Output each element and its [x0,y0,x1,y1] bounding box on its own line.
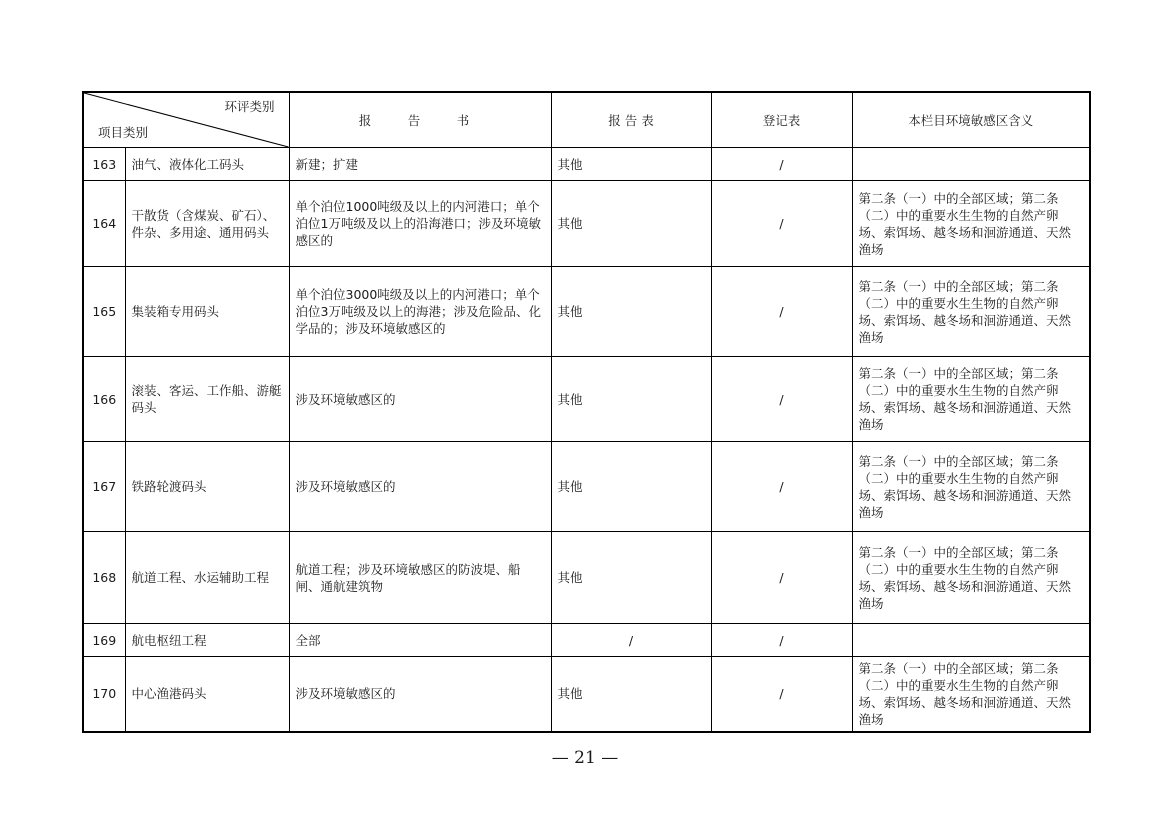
table-row [83,181,1090,267]
register-criteria: / [711,267,852,357]
table-header-row [83,92,1090,148]
sensitive-area-meaning [852,148,1090,181]
row-number: 170 [83,657,125,732]
project-category: 油气、液体化工码头 [125,148,289,181]
report-book-criteria: 新建；扩建 [289,148,551,181]
row-number: 163 [83,148,125,181]
project-category: 集装箱专用码头 [125,267,289,357]
register-criteria: / [711,148,852,181]
report-form-criteria: 其他 [551,657,711,732]
diag-top-label: 环评类别 [224,99,275,114]
table-row [83,442,1090,532]
report-form-criteria: / [551,624,711,657]
report-book-criteria: 航道工程；涉及环境敏感区的防波堤、船闸、通航建筑物 [289,532,551,624]
project-category: 铁路轮渡码头 [125,442,289,532]
sensitive-area-meaning: 第二条（一）中的全部区域；第二条（二）中的重要水生生物的自然产卵场、索饵场、越冬场和洄游通道、天然渔场 [852,357,1090,442]
header-report-book: 报 告 书 [289,92,551,148]
row-number: 167 [83,442,125,532]
table-row [83,532,1090,624]
sensitive-area-meaning: 第二条（一）中的全部区域；第二条（二）中的重要水生生物的自然产卵场、索饵场、越冬场和洄游通道、天然渔场 [852,267,1090,357]
report-book-criteria: 全部 [289,624,551,657]
report-book-criteria: 涉及环境敏感区的 [289,357,551,442]
sensitive-area-meaning: 第二条（一）中的全部区域；第二条（二）中的重要水生生物的自然产卵场、索饵场、越冬场和洄游通道、天然渔场 [852,442,1090,532]
register-criteria: / [711,532,852,624]
header-report-form: 报 告 表 [551,92,711,148]
row-number: 166 [83,357,125,442]
project-category: 干散货（含煤炭、矿石）、件杂、多用途、通用码头 [125,181,289,267]
header-register: 登记表 [711,92,852,148]
sensitive-area-meaning: 第二条（一）中的全部区域；第二条（二）中的重要水生生物的自然产卵场、索饵场、越冬场和洄游通道、天然渔场 [852,181,1090,267]
register-criteria: / [711,357,852,442]
register-criteria: / [711,181,852,267]
row-number: 169 [83,624,125,657]
register-criteria: / [711,442,852,532]
report-form-criteria: 其他 [551,532,711,624]
report-form-criteria: 其他 [551,267,711,357]
register-criteria: / [711,657,852,732]
table-row [83,357,1090,442]
report-form-criteria: 其他 [551,148,711,181]
row-number: 168 [83,532,125,624]
report-book-criteria: 涉及环境敏感区的 [289,442,551,532]
project-category: 航电枢纽工程 [125,624,289,657]
project-category: 航道工程、水运辅助工程 [125,532,289,624]
page-number: — 21 — [551,748,619,768]
table-row [83,267,1090,357]
report-book-criteria: 单个泊位3000吨级及以上的内河港口；单个泊位3万吨级及以上的海港；涉及危险品、化学品的；涉及环境敏感区的 [289,267,551,357]
report-book-criteria: 涉及环境敏感区的 [289,657,551,732]
diag-bottom-label: 项目类别 [98,125,149,140]
sensitive-area-meaning: 第二条（一）中的全部区域；第二条（二）中的重要水生生物的自然产卵场、索饵场、越冬场和洄游通道、天然渔场 [852,532,1090,624]
report-form-criteria: 其他 [551,181,711,267]
row-number: 165 [83,267,125,357]
register-criteria: / [711,624,852,657]
sensitive-area-meaning: 第二条（一）中的全部区域；第二条（二）中的重要水生生物的自然产卵场、索饵场、越冬场和洄游通道、天然渔场 [852,657,1090,732]
header-sensitive-area: 本栏目环境敏感区含义 [852,92,1090,148]
report-book-criteria: 单个泊位1000吨级及以上的内河港口；单个泊位1万吨级及以上的沿海港口；涉及环境敏感区的 [289,181,551,267]
report-form-criteria: 其他 [551,357,711,442]
report-form-criteria: 其他 [551,442,711,532]
project-category: 中心渔港码头 [125,657,289,732]
sensitive-area-meaning [852,624,1090,657]
classification-table [82,91,1091,733]
diagonal-header-cell [83,92,289,148]
table-row [83,148,1090,181]
table-row [83,657,1090,732]
project-category: 滚装、客运、工作船、游艇码头 [125,357,289,442]
table-row [83,624,1090,657]
row-number: 164 [83,181,125,267]
